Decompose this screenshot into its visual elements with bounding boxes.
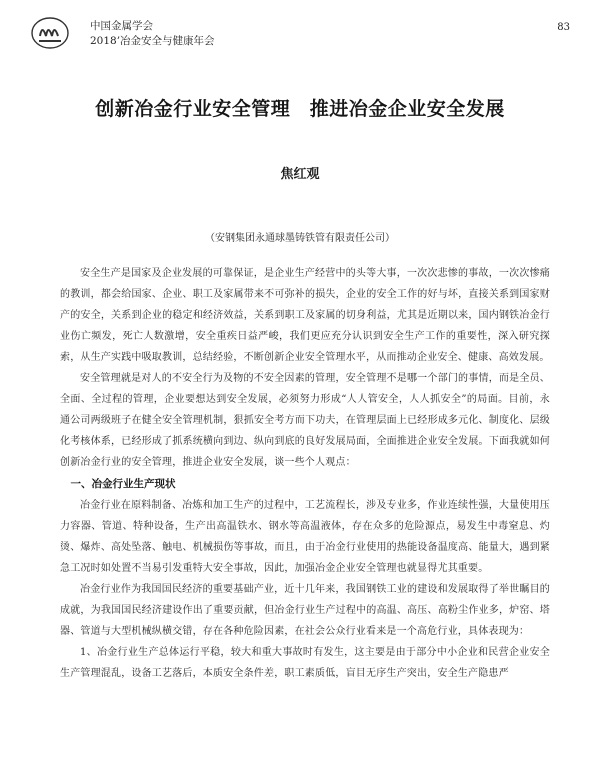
paragraph-5: 1、冶金行业生产总体运行平稳，较大和重大事故时有发生，这主要是由于部分中小企业和民营企业安全生产管理混乱，设备工艺落后，本质安全条件差，职工素质低，盲目无序生产突出，安全生产隐患严 <box>60 647 550 679</box>
paragraph-3: 冶金行业在原料制备、冶炼和加工生产的过程中，工艺流程长，涉及专业多，作业连续性强，大量使用压力容器、管道、特种设备，生产出高温铁水、钢水等高温液体，存在众多的危险源点，易发生中毒窒息、灼烫、爆炸、高处坠落、触电、机械损伤等事故，而且，由于冶金行业使用的热能设备温度高、能量大，遇到紧急工况时如处置不当易引发重特大安全事故，因此，加强冶金企业安全管理也就显得尤其重要。 <box>60 500 550 574</box>
paragraph-1: 安全生产是国家及企业发展的可靠保证，是企业生产经营中的头等大事，一次次悲惨的事故，一次次惨痛的教训，都会给国家、企业、职工及家属带来不可弥补的损失，企业的安全工作的好与坏，直接关系到国家财产的安全，关系到企业的稳定和经济效益，关系到职工及家属的切身利益，尤其是近期以来，国内钢铁冶金行业伤亡频发，死亡人数激增，安全重疾日益严峻，我们更应充分认识到安全生产工作的重要性，深入研究探索，从生产实践中吸取教训，总结经验，不断创新企业安全管理水平，从而推动企业安全、健康、高效发展。 <box>60 268 550 363</box>
conference-name: 2018’冶金安全与健康年会 <box>90 35 215 47</box>
section-heading-1: 一、冶金行业生产现状 <box>70 478 176 490</box>
page-number: 83 <box>557 22 570 33</box>
paper-body <box>60 263 550 684</box>
org-name: 中国金属学会 <box>90 20 153 32</box>
paper-affiliation: （安钢集团永通球墨铸铁管有限责任公司） <box>205 233 395 244</box>
paragraph-2: 安全管理就是对人的不安全行为及物的不安全因素的管理，安全管理不是哪一个部门的事情，而是全员、全面、全过程的管理，企业要想达到安全发展，必须努力形成“人人管安全，人人抓安全”的局面。目前，永通公司两级班子在健全安全管理机制，狠抓安全考方而下功夫，在管理层面上已经形成多元化、制度化、层级化考核体系，已经形成了抓系统横向到边、纵向到底的良好发展局面，全面推进企业安全发展。下面我就如何创新冶金行业的安全管理，推进企业安全发展，谈一些个人观点： <box>60 373 550 468</box>
page-header <box>30 14 570 54</box>
paragraph-4: 冶金行业作为我国国民经济的重要基础产业，近十几年来，我国钢铁工业的建设和发展取得了举世瞩目的成就，为我国国民经济建设作出了重要贡献，但冶金行业生产过程中的高温、高压、高粉尘作业多，炉窑、塔器、管道与大型机械纵横交错，存在各种危险因素，在社会公众行业看来是一个高危行业，具体表现为： <box>60 584 550 637</box>
paper-author: 焦红观 <box>280 167 320 182</box>
paper-title: 创新冶金行业安全管理 推进冶金企业安全发展 <box>95 98 505 120</box>
csm-logo-icon <box>30 16 70 50</box>
